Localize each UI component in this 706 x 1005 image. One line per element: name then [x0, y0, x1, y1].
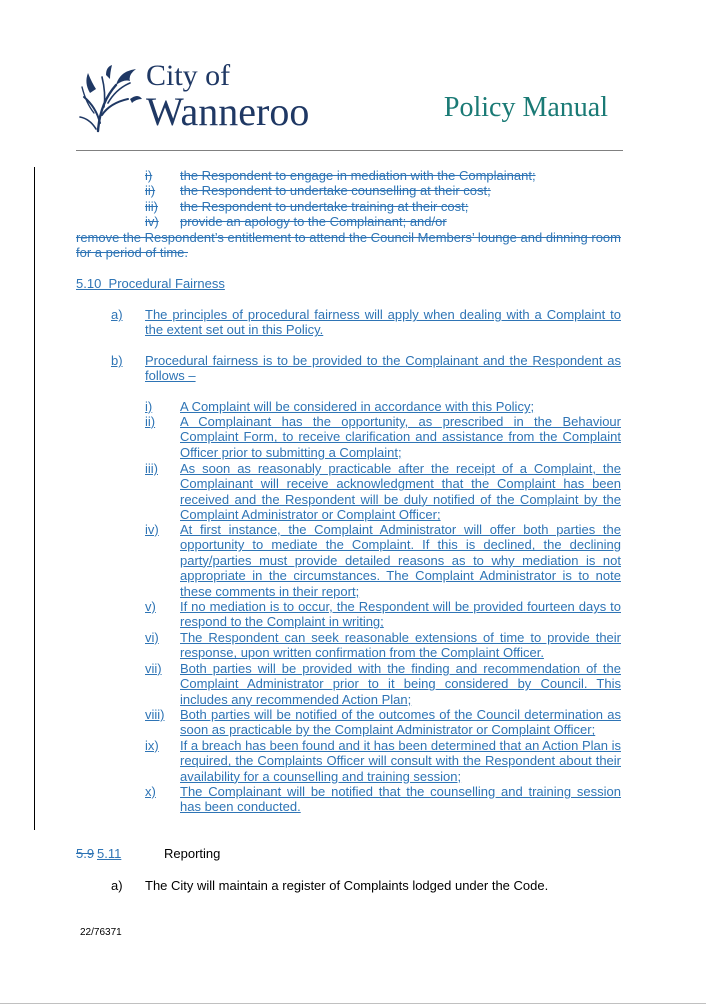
- list-item-text: The Complainant will be notified that the counselling and training session has been conducted.: [180, 784, 621, 815]
- reporting-clause-a-text: The City will maintain a register of Complaints lodged under the Code.: [145, 878, 549, 893]
- struck-item-text: the Respondent to undertake training at their cost;: [180, 199, 469, 214]
- header-rule: [76, 150, 623, 151]
- struck-paragraph: remove the Respondent’s entitlement to attend the Council Members’ lounge and dinning room for a period of time.: [76, 230, 621, 261]
- struck-item: ii): [145, 183, 156, 198]
- list-item-text: The Respondent can seek reasonable extensions of time to provide their response, upon written confirmation from the Complaint Officer.: [180, 630, 621, 661]
- footer-rule: [0, 1003, 706, 1004]
- manual-title: Policy Manual: [443, 92, 608, 123]
- list-item-number: viii): [145, 707, 165, 722]
- struck-item: iii): [145, 199, 158, 214]
- clause-a-number: a): [111, 307, 123, 322]
- list-item-text: As soon as reasonably practicable after the receipt of a Complaint, the Complainant will receive acknowledgment that the Complaint has been received and the Respondent will be duly notified of the Complaint by the Complaint Administrator or Complaint Officer;: [180, 461, 621, 523]
- struck-item: i): [145, 168, 153, 183]
- list-item-number: iii): [145, 461, 158, 476]
- list-item-text: A Complainant has the opportunity, as prescribed in the Behaviour Complaint Form, to receive clarification and assistance from the Complaint Officer prior to submitting a Complaint;: [180, 414, 621, 460]
- list-item-text: If a breach has been found and it has been determined that an Action Plan is required, the Complaints Officer will consult with the Respondent about their availability for a counselling and training session;: [180, 738, 621, 784]
- clause-b-number: b): [111, 353, 123, 368]
- list-item-text: Both parties will be notified of the outcomes of the Council determination as soon as practicable by the Complaint Administrator or Complaint Officer;: [180, 707, 621, 738]
- struck-item-text: the Respondent to undertake counselling at their cost;: [180, 183, 491, 198]
- list-item-text: Both parties will be provided with the finding and recommendation of the Complaint Administrator prior to it being considered by Council. This includes any recommended Action Plan;: [180, 661, 621, 707]
- list-item-text: A Complaint will be considered in accordance with this Policy;: [180, 399, 535, 414]
- city-logo: [76, 59, 326, 135]
- logo-line-city-of: City of: [146, 59, 231, 92]
- list-item-number: ix): [145, 738, 159, 753]
- section-number-old: 5.9: [76, 846, 95, 861]
- list-item-number: x): [145, 784, 156, 799]
- clause-a-text: The principles of procedural fairness will apply when dealing with a Complaint to the extent set out in this Policy.: [145, 307, 621, 338]
- logo-line-wanneroo: Wanneroo: [146, 89, 310, 134]
- document-reference: 22/76371: [80, 927, 122, 938]
- struck-item-text: provide an apology to the Complainant; and/or: [180, 214, 447, 229]
- list-item-number: i): [145, 399, 153, 414]
- struck-item-text: the Respondent to engage in mediation with the Complainant;: [180, 168, 536, 183]
- section-heading-reporting: Reporting: [164, 846, 221, 861]
- struck-item: iv): [145, 214, 159, 229]
- list-item-number: vii): [145, 661, 162, 676]
- section-number-new: 5.11: [97, 846, 122, 861]
- section-heading-procedural-fairness: 5.10 Procedural Fairness: [76, 276, 225, 291]
- list-item-number: iv): [145, 522, 159, 537]
- reporting-clause-a-number: a): [111, 878, 123, 893]
- clause-b-text: Procedural fairness is to be provided to the Complainant and the Respondent as follows –: [145, 353, 621, 384]
- list-item-text: At first instance, the Complaint Administrator will offer both parties the opportunity to mediate the Complaint. If this is declined, the declining party/parties must provide detailed reasons as to why mediation is not appropriate in the circumstances. The Complaint Administrator is to note these comments in their report;: [180, 522, 621, 599]
- list-item-text: If no mediation is to occur, the Respondent will be provided fourteen days to respond to the Complaint in writing;: [180, 599, 621, 630]
- city-logo-emblem: [76, 63, 146, 133]
- list-item-number: vi): [145, 630, 159, 645]
- list-item-number: v): [145, 599, 156, 614]
- revision-change-bar: [34, 167, 35, 830]
- list-item-number: ii): [145, 414, 156, 429]
